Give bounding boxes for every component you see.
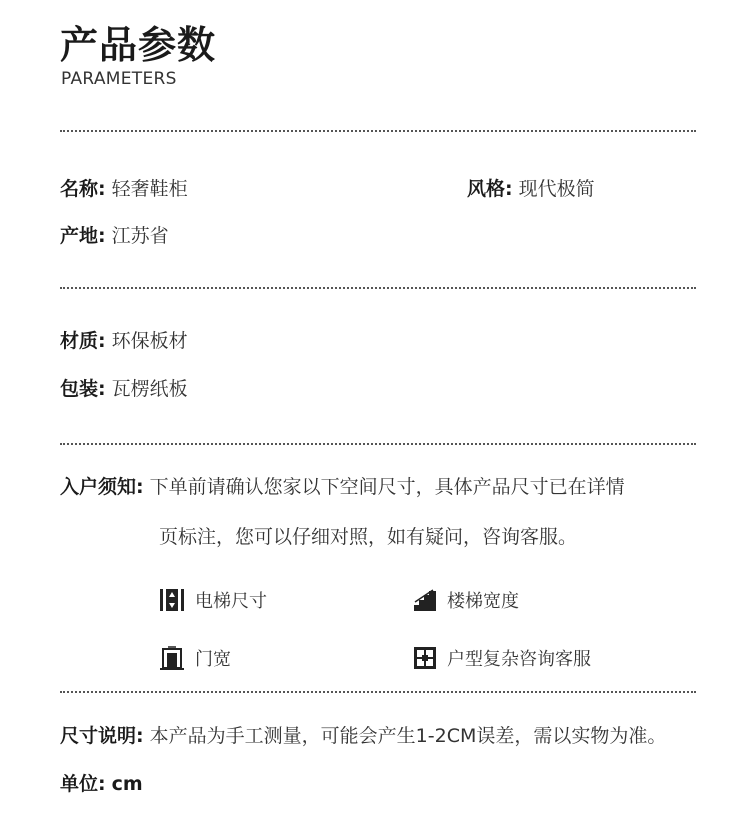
spec-packaging — [60, 377, 188, 401]
elevator-icon — [159, 588, 185, 612]
page-subtitle: PARAMETERS — [61, 69, 177, 89]
entry-notice-label: 入户须知: — [60, 476, 144, 498]
spec-label: 材质: — [60, 330, 106, 352]
divider — [60, 691, 696, 693]
spec-style — [467, 177, 595, 201]
size-note — [60, 724, 666, 748]
feature-label: 楼梯宽度 — [447, 591, 519, 612]
feature-label: 门宽 — [195, 649, 231, 670]
size-note-text: 本产品为手工测量，可能会产生1-2CM误差，需以实物为准。 — [149, 725, 667, 747]
spec-value: 环保板材 — [111, 330, 188, 352]
unit-label: 单位: — [60, 773, 106, 795]
spec-material — [60, 329, 188, 353]
size-note-label: 尺寸说明: — [60, 725, 144, 747]
feature-elevator — [159, 587, 267, 613]
feature-door — [159, 645, 231, 671]
divider — [60, 130, 696, 132]
spec-value: 瓦楞纸板 — [111, 378, 188, 400]
spec-label: 包装: — [60, 378, 106, 400]
page-title: 产品参数 — [60, 23, 217, 67]
unit — [60, 772, 143, 796]
spec-name — [60, 177, 188, 201]
spec-value: 江苏省 — [111, 225, 169, 247]
divider — [60, 287, 696, 289]
feature-label: 电梯尺寸 — [195, 591, 267, 612]
divider — [60, 443, 696, 445]
feature-stairs — [413, 587, 519, 613]
spec-value: 轻奢鞋柜 — [111, 178, 188, 200]
spec-label: 产地: — [60, 225, 106, 247]
spec-value: 现代极简 — [518, 178, 595, 200]
floorplan-icon — [413, 646, 437, 670]
entry-notice-text-1: 下单前请确认您家以下空间尺寸，具体产品尺寸已在详情 — [149, 476, 625, 498]
door-icon — [159, 646, 185, 670]
spec-origin — [60, 224, 169, 248]
unit-value: cm — [111, 773, 143, 795]
entry-notice — [60, 475, 625, 499]
entry-notice-text-2: 页标注，您可以仔细对照，如有疑问，咨询客服。 — [159, 526, 578, 548]
spec-label: 风格: — [467, 178, 513, 200]
feature-label: 户型复杂咨询客服 — [447, 649, 591, 670]
spec-label: 名称: — [60, 178, 106, 200]
feature-floorplan — [413, 645, 591, 671]
stairs-icon — [413, 588, 437, 612]
